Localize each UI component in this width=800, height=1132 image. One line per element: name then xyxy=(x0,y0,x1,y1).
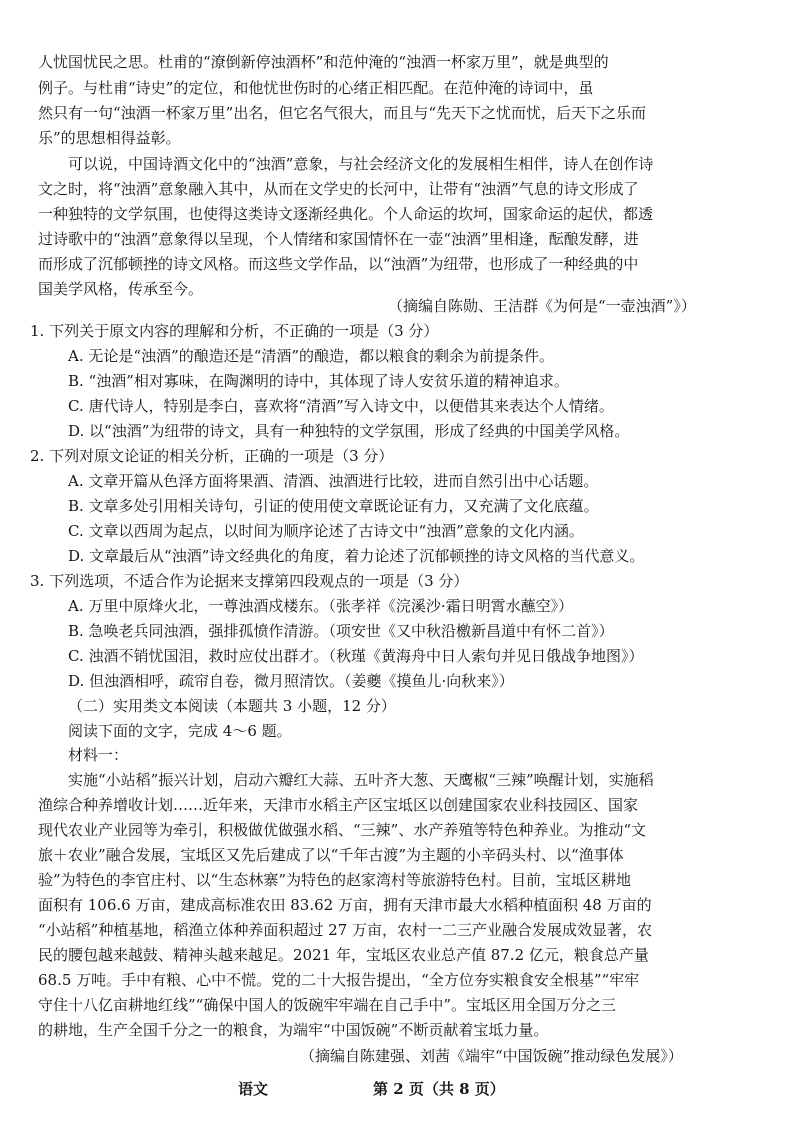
text-line: 民的腰包越来越鼓、精神头越来越足。2021 年，宝坻区农业总产值 87.2 亿元，粮食总产量 xyxy=(38,946,649,964)
material-label: 材料一： xyxy=(68,746,129,764)
option-d: D. 但浊酒相呼，疏帘自卷，微月照清饮。（姜夔《摸鱼儿·向秋来》） xyxy=(68,672,514,690)
text-line: 验”为特色的李官庄村、以“生态林寨”为特色的赵家湾村等旅游特色村。目前，宝坻区耕地 xyxy=(38,871,632,889)
text-line: 文之时，将“浊酒”意象融入其中，从而在文学史的长河中，让带有“浊酒”气息的诗文形成了 xyxy=(38,180,639,198)
text-line: 人忧国忧民之思。杜甫的“潦倒新停浊酒杯”和范仲淹的“浊酒一杯家万里”，就是典型的 xyxy=(38,53,609,71)
footer-page-number: 第 2 页（共 8 页） xyxy=(373,1080,505,1098)
text-line: 现代农业产业园等为牵引，积极做优做强水稻、“三辣”、水产养殖等特色种养业。为推动“文 xyxy=(38,821,647,839)
text-line: 实施“小站稻”振兴计划，启动六瓣红大蒜、五叶齐大葱、天鹰椒“三辣”唤醒计划，实施稻 xyxy=(68,771,654,789)
option-a: A. 文章开篇从色泽方面将果酒、清酒、浊酒进行比较，进而自然引出中心话题。 xyxy=(68,472,599,490)
text-line: 一种独特的文学氛围，也使得这类诗文逐渐经典化。个人命运的坎坷，国家命运的起伏，都透 xyxy=(38,205,654,223)
option-b: B. 文章多处引用相关诗句，引证的使用使文章既论证有力，又充满了文化底蕴。 xyxy=(68,497,599,515)
option-b: B. 急唤老兵同浊酒，强排孤愤作清游。（项安世《又中秋沿檄新昌道中有怀二首》） xyxy=(68,622,614,640)
instruction: 阅读下面的文字，完成 4～6 题。 xyxy=(68,722,292,740)
text-line: 的耕地，生产全国千分之一的粮食，为端牢“中国饭碗”不断贡献着宝坻力量。 xyxy=(38,1021,549,1039)
source-citation: （摘编自陈建强、刘茜《端牢“中国饭碗”推动绿色发展》） xyxy=(300,1047,683,1065)
text-line: 而形成了沉郁顿挫的诗文风格。而这些文学作品，以“浊酒”为纽带，也形成了一种经典的中 xyxy=(38,255,639,273)
question-stem: 1. 下列关于原文内容的理解和分析，不正确的一项是（3 分） xyxy=(30,322,439,340)
text-line: 可以说，中国诗酒文化中的“浊酒”意象，与社会经济文化的发展相生相伴，诗人在创作诗 xyxy=(68,155,654,173)
text-line: 面积有 106.6 万亩，建成高标准农田 83.62 万亩，拥有天津市最大水稻种植面积 48 万亩的 xyxy=(38,896,652,914)
option-c: C. 唐代诗人，特别是李白，喜欢将“清酒”写入诗文中，以便借其来表达个人情绪。 xyxy=(68,397,614,415)
text-line: “小站稻”种植基地，稻渔立体种养面积超过 27 万亩，农村一二三产业融合发展成效显著，农 xyxy=(38,921,652,939)
text-line: 乐”的思想相得益彰。 xyxy=(38,129,181,147)
option-a: A. 万里中原烽火北，一尊浊酒戍楼东。（张孝祥《浣溪沙·霜日明霄水蘸空》） xyxy=(68,597,574,615)
text-line: 守住十八亿亩耕地红线”“确保中国人的饭碗牢牢端在自己手中”。宝坻区用全国万分之三 xyxy=(38,996,617,1014)
text-line: 国美学风格，传承至今。 xyxy=(38,280,204,298)
text-line: 然只有一句“浊酒一杯家万里”出名，但它名气很大，而且与“先天下之忧而忧，后天下之乐而 xyxy=(38,104,647,122)
option-b: B. “浊酒”相对寡味，在陶渊明的诗中，其体现了诗人安贫乐道的精神追求。 xyxy=(68,372,569,390)
text-line: 68.5 万吨。手中有粮、心中不慌。党的二十大报告提出，“全方位夯实粮食安全根基”“牢牢 xyxy=(38,971,640,989)
option-c: C. 浊酒不销忧国泪，救时应仗出群才。（秋瑾《黄海舟中日人索句并见日俄战争地图》） xyxy=(68,647,644,665)
text-line: 过诗歌中的“浊酒”意象得以呈现，个人情绪和家国情怀在一壶“浊酒”里相逢，酝酿发酵，进 xyxy=(38,230,639,248)
option-c: C. 文章以西周为起点，以时间为顺序论述了古诗文中“浊酒”意象的文化内涵。 xyxy=(68,522,584,540)
option-d: D. 文章最后从“浊酒”诗文经典化的角度，着力论述了沉郁顿挫的诗文风格的当代意义。 xyxy=(68,547,645,565)
source-citation: （摘编自陈勋、王洁群《为何是“一壶浊酒”》） xyxy=(388,297,696,315)
footer-subject: 语文 xyxy=(238,1080,269,1098)
question-stem: 3. 下列选项，不适合作为论据来支撑第四段观点的一项是（3 分） xyxy=(30,572,469,590)
text-line: 渔综合种养增收计划……近年来，天津市水稻主产区宝坻区以创建国家农业科技园区、国家 xyxy=(38,796,639,814)
question-stem: 2. 下列对原文论证的相关分析，正确的一项是（3 分） xyxy=(30,447,394,465)
text-line: 旅＋农业”融合发展，宝坻区又先后建成了以“千年古渡”为主题的小辛码头村、以“渔事体 xyxy=(38,846,624,864)
option-a: A. 无论是“浊酒”的酿造还是“清酒”的酿造，都以粮食的剩余为前提条件。 xyxy=(68,347,555,365)
section-title: （二）实用类文本阅读（本题共 3 小题，12 分） xyxy=(68,697,396,715)
text-line: 例子。与杜甫“诗史”的定位，和他忧世伤时的心绪正相匹配。在范仲淹的诗词中，虽 xyxy=(38,79,594,97)
option-d: D. 以“浊酒”为纽带的诗文，具有一种独特的文学氛围，形成了经典的中国美学风格。 xyxy=(68,422,630,440)
